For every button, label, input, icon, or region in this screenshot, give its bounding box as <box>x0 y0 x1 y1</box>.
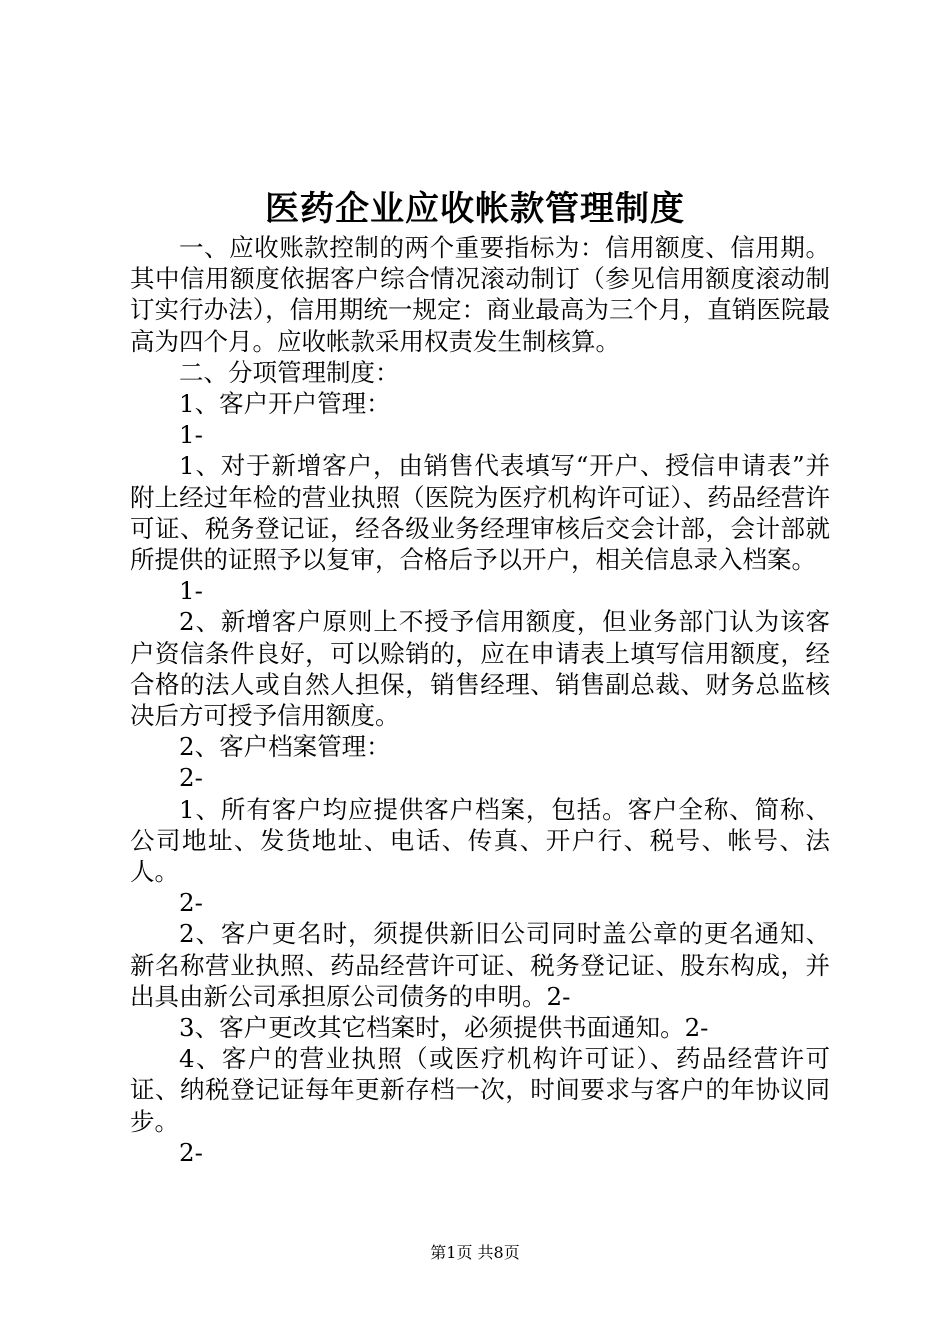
paragraph: 4、客户的营业执照（或医疗机构许可证）、药品经营许可证、纳税登记证每年更新存档一次，时间要求与客户的年协议同步。 <box>130 1044 830 1136</box>
paragraph: 2- <box>179 763 203 793</box>
paragraph: 1、所有客户均应提供客户档案，包括。客户全称、简称、公司地址、发货地址、电话、传真、开户行、税号、帐号、法人。 <box>130 794 830 887</box>
paragraph: 一、应收账款控制的两个重要指标为：信用额度、信用期。其中信用额度依据客户综合情况滚动制订（参见信用额度滚动制订实行办法），信用期统一规定：商业最高为三个月，直销医院最高为四个月。应收帐款采用权责发生制核算。 <box>130 233 830 356</box>
page-footer: 第1页 共8页 <box>430 1243 520 1262</box>
paragraph: 2、客户更名时，须提供新旧公司同时盖公章的更名通知、新名称营业执照、药品经营许可证、税务登记证、股东构成，并出具由新公司承担原公司债务的申明。2- <box>130 919 830 1011</box>
paragraph: 1- <box>179 576 203 606</box>
paragraph: 1- <box>179 420 203 450</box>
document-body <box>130 232 830 1168</box>
paragraph: 1、对于新增客户，由销售代表填写“开户、授信申请表”并附上经过年检的营业执照（医院为医疗机构许可证）、药品经营许可证、税务登记证，经各级业务经理审核后交会计部，会计部就所提供的证照予以复审，合格后予以开户，相关信息录入档案。 <box>130 451 830 575</box>
paragraph: 3、客户更改其它档案时，必须提供书面通知。2- <box>179 1013 709 1043</box>
document-title: 医药企业应收帐款管理制度 <box>265 189 685 229</box>
paragraph: 2、新增客户原则上不授予信用额度，但业务部门认为该客户资信条件良好，可以赊销的，应在申请表上填写信用额度，经合格的法人或自然人担保，销售经理、销售副总裁、财务总监核决后方可授予信用额度。 <box>130 607 830 731</box>
paragraph: 2- <box>179 888 203 918</box>
paragraph: 二、分项管理制度： <box>179 357 400 387</box>
paragraph: 1、客户开户管理： <box>179 389 391 419</box>
paragraph: 2- <box>179 1137 203 1167</box>
paragraph: 2、客户档案管理： <box>179 732 391 762</box>
